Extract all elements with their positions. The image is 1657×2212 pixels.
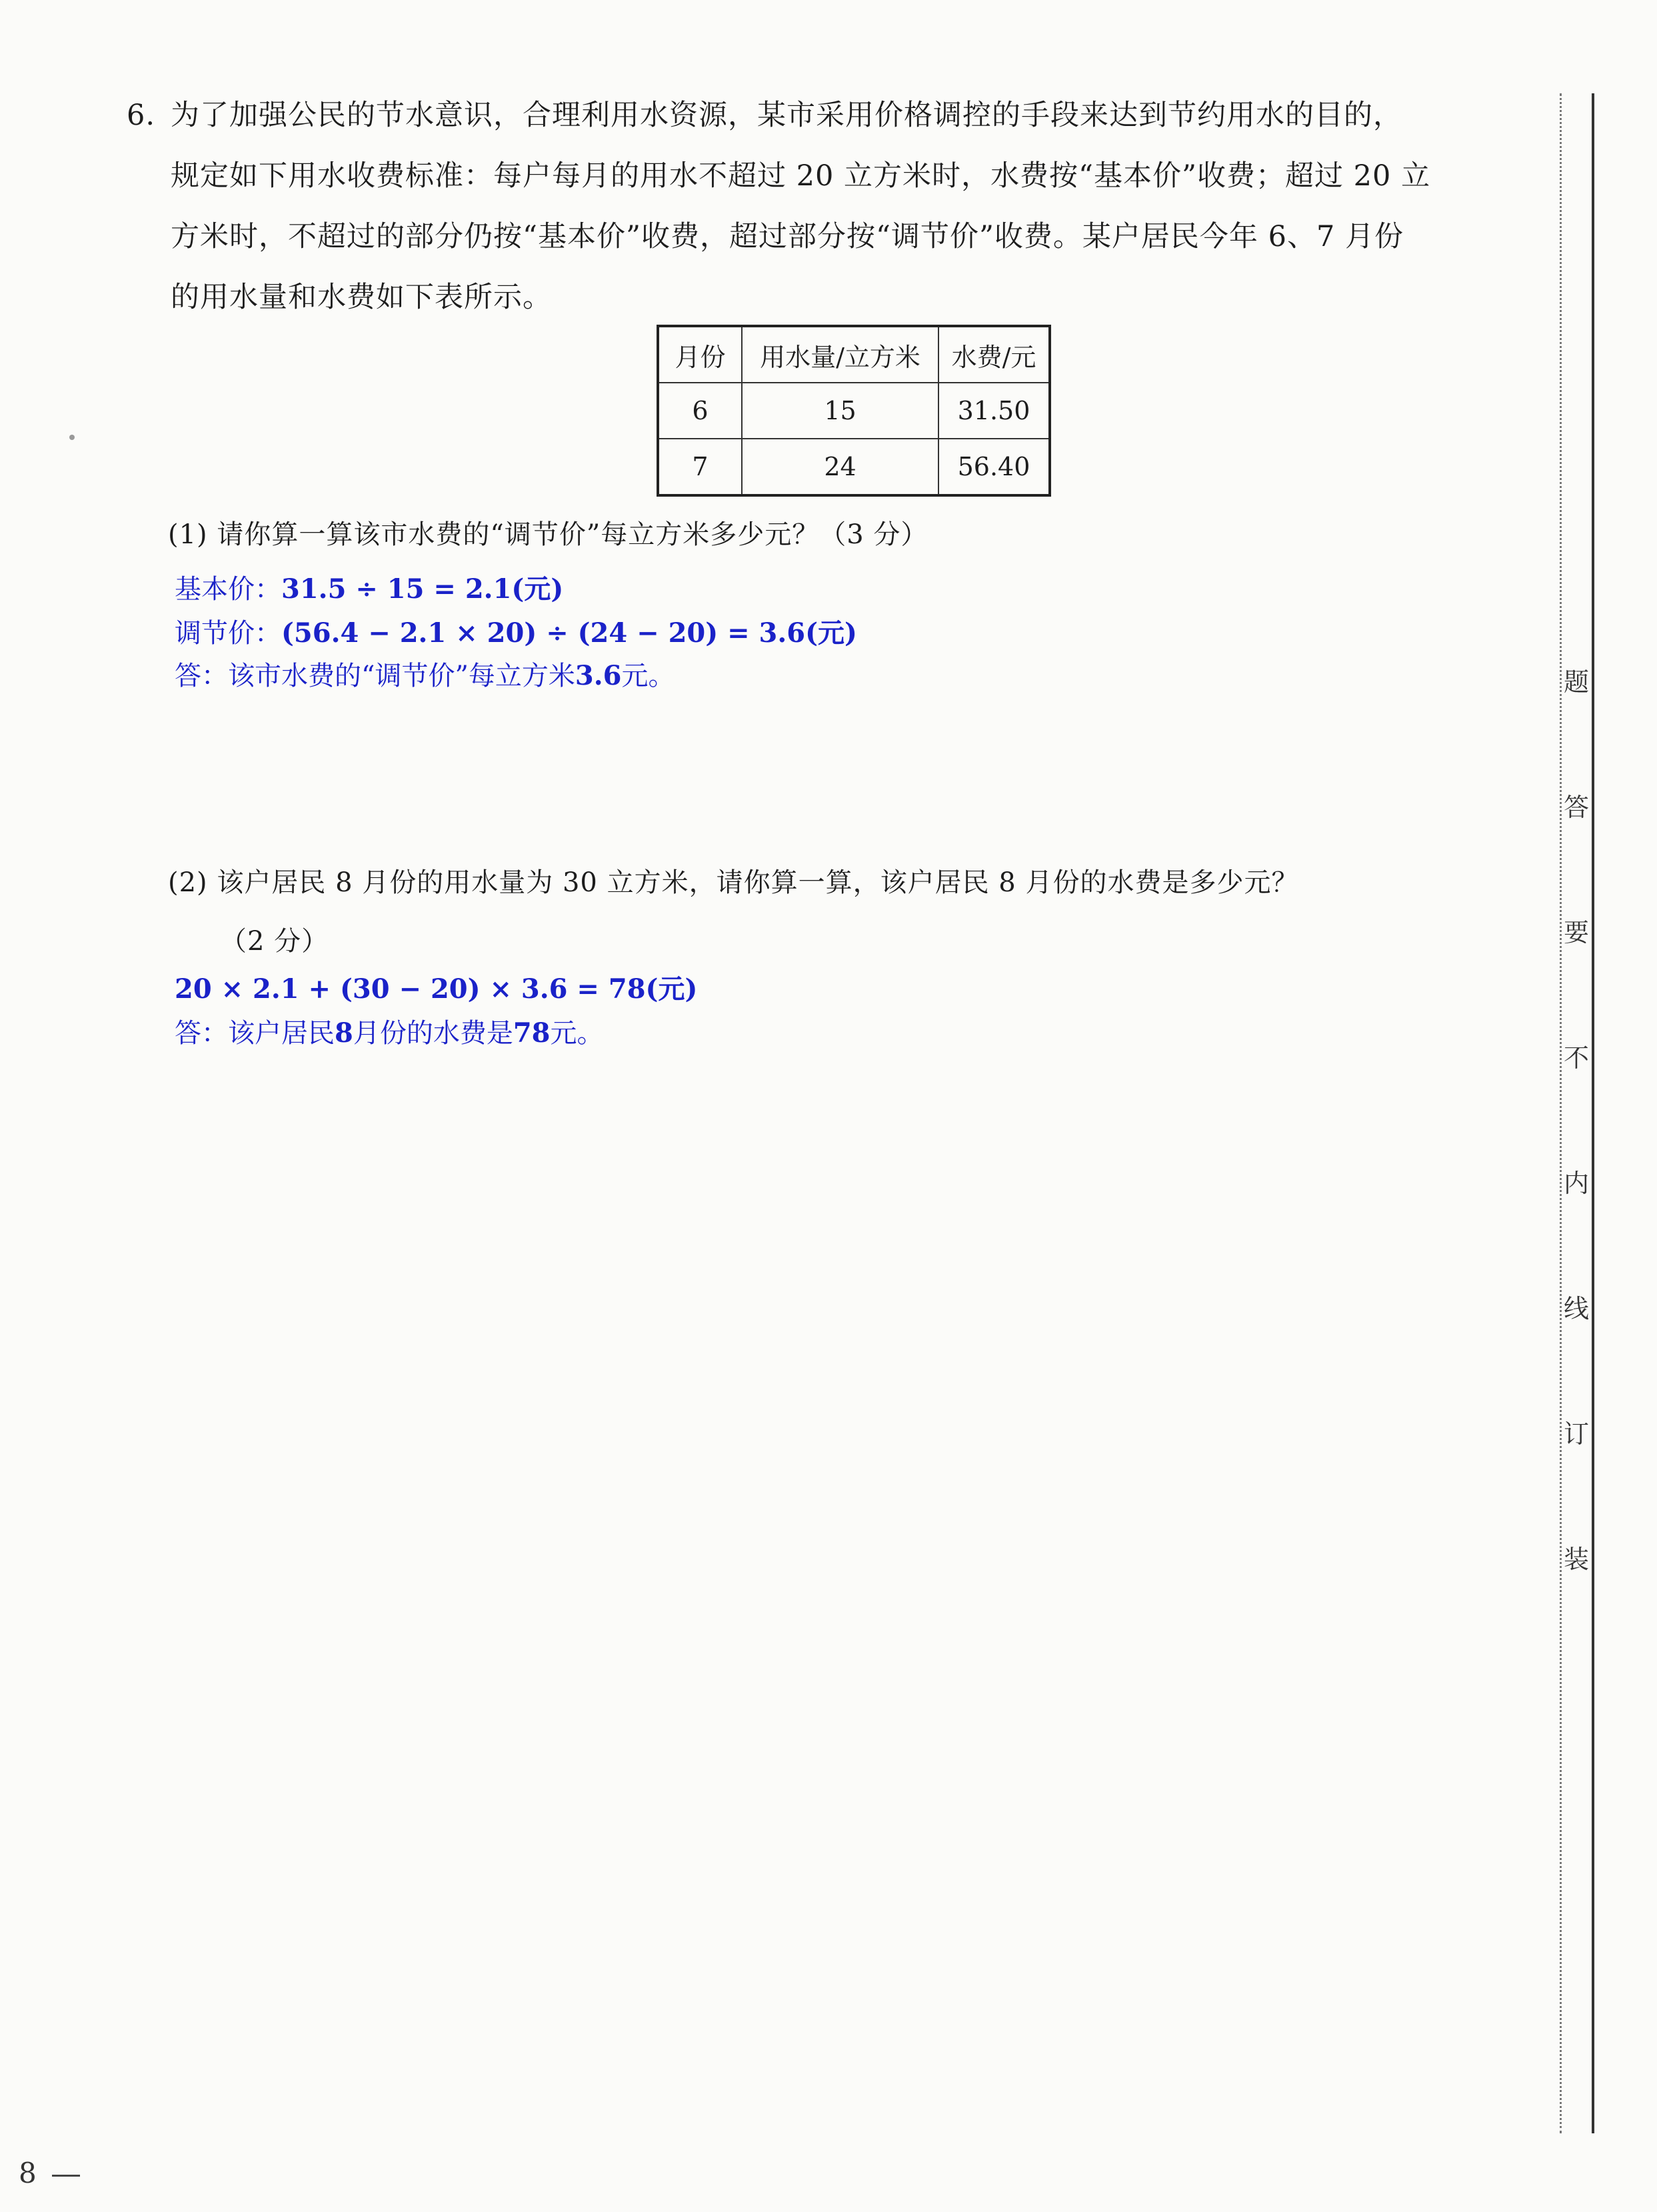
part1-answer-line2: 调节价：(56.4 − 2.1 × 20) ÷ (24 − 20) = 3.6(元) <box>175 617 857 649</box>
question-number: 6. <box>127 99 156 132</box>
question-line-3: 方米时，不超过的部分仍按“基本价”收费，超过部分按“调节价”收费。某户居民今年 6、7 月份 <box>171 220 1404 253</box>
part1-prompt: (1) 请你算一算该市水费的“调节价”每立方米多少元？（3 分） <box>168 519 928 550</box>
water-usage-table <box>657 325 1051 497</box>
binding-char: 线 <box>1563 1294 1589 1323</box>
binding-solid-line <box>1592 93 1594 2133</box>
part2-answer-expr: 20 × 2.1 + (30 − 20) × 3.6 = 78(元) <box>175 973 698 1005</box>
table-row <box>658 383 1050 439</box>
binding-char: 内 <box>1563 1169 1589 1198</box>
part1-answer-line1: 基本价：31.5 ÷ 15 = 2.1(元) <box>175 573 564 605</box>
cell-usage: 24 <box>742 439 938 495</box>
part2-points: （2 分） <box>220 926 329 957</box>
binding-char: 答 <box>1563 793 1589 822</box>
header-month: 月份 <box>658 326 742 383</box>
binding-dotted-line <box>1560 93 1562 2133</box>
table-row <box>658 439 1050 495</box>
cell-fee: 31.50 <box>938 383 1050 439</box>
cell-usage: 15 <box>742 383 938 439</box>
cell-month: 6 <box>658 383 742 439</box>
part1-answer-conclusion: 答：该市水费的“调节价”每立方米3.6元。 <box>175 660 675 691</box>
header-fee: 水费/元 <box>938 326 1050 383</box>
part2-answer-conclusion: 答：该户居民8月份的水费是78元。 <box>175 1017 604 1049</box>
binding-char: 要 <box>1563 918 1589 947</box>
header-usage: 用水量/立方米 <box>742 326 938 383</box>
scan-speck <box>69 435 75 440</box>
binding-char: 订 <box>1563 1419 1589 1449</box>
part2-prompt: (2) 该户居民 8 月份的用水量为 30 立方米，请你算一算，该户居民 8 月份的水费是多少元？ <box>168 867 1299 898</box>
page-number: 8 <box>19 2157 37 2189</box>
binding-char: 不 <box>1563 1043 1589 1073</box>
question-line-4: 的用水量和水费如下表所示。 <box>171 281 552 314</box>
page-number-dash <box>52 2175 80 2177</box>
cell-month: 7 <box>658 439 742 495</box>
binding-char: 题 <box>1563 667 1589 697</box>
question-6 <box>127 85 1540 328</box>
cell-fee: 56.40 <box>938 439 1050 495</box>
binding-char: 装 <box>1563 1545 1589 1574</box>
question-line-1: 6. 为了加强公民的节水意识，合理利用水资源，某市采用价格调控的手段来达到节约用水的目的， <box>127 85 1540 146</box>
table-header-row <box>658 326 1050 383</box>
question-line-2: 规定如下用水收费标准：每户每月的用水不超过 20 立方米时，水费按“基本价”收费；超过 20 立 <box>171 159 1431 193</box>
